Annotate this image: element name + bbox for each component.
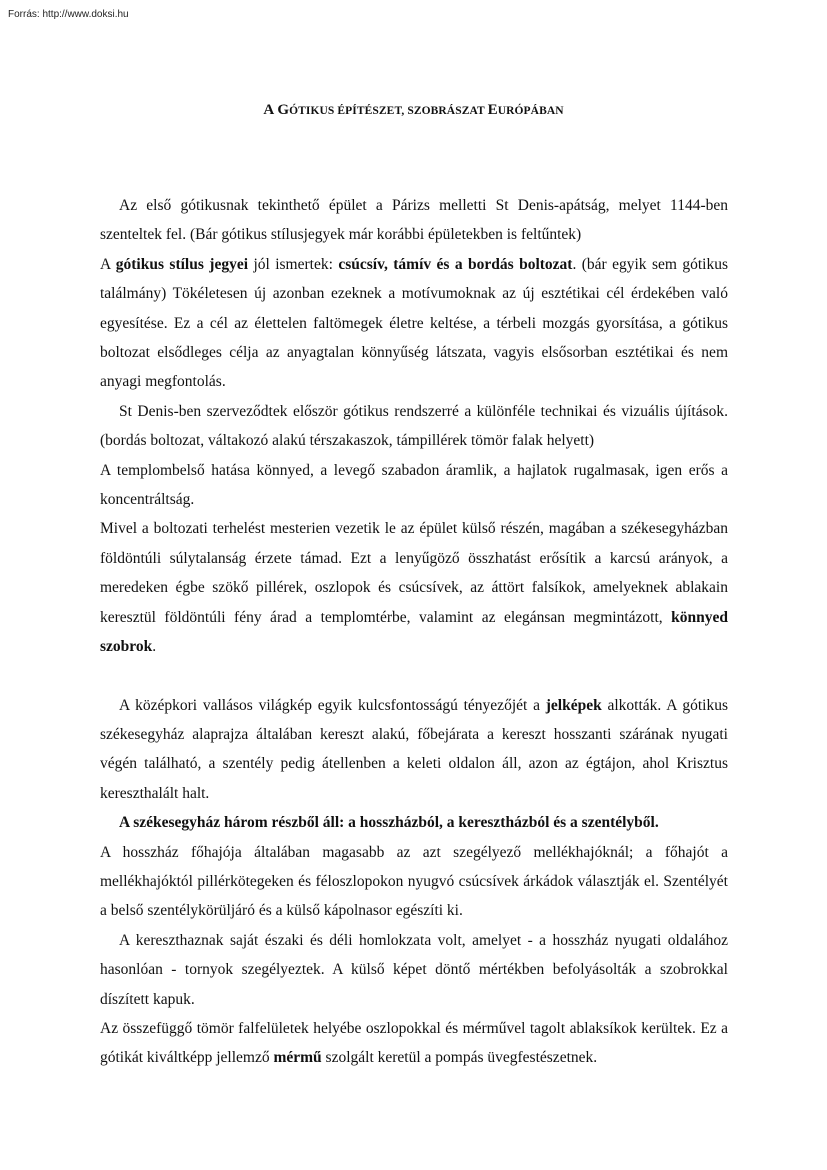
p2-text-1: A xyxy=(100,255,116,273)
p2-text-2: jól ismertek: xyxy=(248,255,339,273)
paragraph-2 xyxy=(100,250,728,397)
p6-text-2: alkották. A gótikus székesegyház alaprajza általában kereszt alakú, főbejárata a kereszt hosszanti szárának nyugati végén található, a szentély pedig átellenben a keleti oldalon áll, azon az égtájon, ahol Krisztus kereszthalált halt. xyxy=(100,696,728,802)
p2-bold-2: csúcsív, támív és a bordás boltozat xyxy=(338,255,573,273)
p10-text-1: Az összefüggő tömör falfelületek helyébe oszlopokkal és mérművel tagolt ablaksíkok kerültek. Ez a gótikát kiváltképp jellemző xyxy=(100,1019,728,1067)
title-g-cap: G xyxy=(277,102,290,118)
p6-bold-1: jelképek xyxy=(545,696,602,714)
paragraph-1: Az első gótikusnak tekinthető épület a Párizs melletti St Denis-apátság, melyet 1144-ben szenteltek fel. (Bár gótikus stílusjegyek már korábbi épületekben is feltűntek) xyxy=(100,197,728,244)
p5-text-1: Mivel a boltozati terhelést mesterien vezetik le az épület külső részén, magában a székesegyházban földöntúli súlytalanság érzete támad. Ezt a lenyűgöző összhatást erősítik a karcsú arányok, a meredeken égbe szökő pillérek, oszlopok és csúcsívek, az áttört falsíkok, amelyeknek ablakain keresztül földöntúli fény árad a templomtérbe, valamint az elegánsan megmintázott, xyxy=(100,520,728,626)
p5-bold-1: könnyed szobrok xyxy=(100,608,728,656)
paragraph-8: A hosszház főhajója általában magasabb az azt szegélyező mellékhajóknál; a főhajót a mellékhajóktól pillérkötegeken és féloszlopokon nyugvó csúcsívek árkádok választják el. Szentélyét a belső szentélykörüljáró és a külső kápolnasor egészíti ki. xyxy=(100,843,728,920)
paragraph-4: A templombelső hatása könnyed, a levegő szabadon áramlik, a hajlatok rugalmasak, igen erős a koncentráltság. xyxy=(100,461,728,509)
p6-text-1: A középkori vallásos világkép egyik kulcsfontosságú tényezőjét a xyxy=(119,696,546,714)
p2-text-3: . (bár egyik sem gótikus találmány) Tökéletesen új azonban ezeknek a motívumoknak az új esztétikai cél érdekében való egyesítése. Ez a cél az élettelen faltömegek életre keltése, a térbeli mozgás gyorsítása, a gótikus boltozat elsődleges célja az anyagtalan könnyűség látszata, vagyis elsősorban esztétikai és nem anyagi megfontolás. xyxy=(100,255,728,391)
paragraph-7 xyxy=(100,808,728,837)
document-body xyxy=(100,191,728,1073)
paragraph-gap xyxy=(100,662,728,691)
paragraph-5 xyxy=(100,514,728,661)
title-a: A xyxy=(263,102,278,118)
page-title xyxy=(0,102,827,119)
paragraph-10 xyxy=(100,1014,728,1073)
source-url: Forrás: http://www.doksi.hu xyxy=(8,9,129,20)
paragraph-3: St Denis-ben szerveződtek először gótikus rendszerré a különféle technikai és vizuális újítások. (bordás boltozat, váltakozó alakú térszakaszok, támpillérek tömör falak helyett) xyxy=(100,402,728,450)
p10-text-2: szolgált keretül a pompás üvegfestészetnek. xyxy=(321,1049,598,1067)
title-g-rest: ÓTIKUS ÉPÍTÉSZET, SZOBRÁSZAT xyxy=(289,105,488,117)
title-e-rest: URÓPÁBAN xyxy=(497,105,564,117)
p10-bold-1: mérmű xyxy=(273,1049,322,1067)
paragraph-9: A kereszthaznak saját északi és déli homlokzata volt, amelyet - a hosszház nyugati oldalához hasonlóan - tornyok szegélyeztek. A külső képet döntő mértékben befolyásolták a szobrokkal díszített kapuk. xyxy=(100,931,728,1008)
title-e-cap: E xyxy=(487,102,498,118)
p5-text-2: . xyxy=(152,638,157,656)
paragraph-6 xyxy=(100,691,728,809)
p2-bold-1: gótikus stílus jegyei xyxy=(115,255,249,273)
p7-bold: A székesegyház három részből áll: a hosszházból, a keresztházból és a szentélyből. xyxy=(119,814,659,832)
